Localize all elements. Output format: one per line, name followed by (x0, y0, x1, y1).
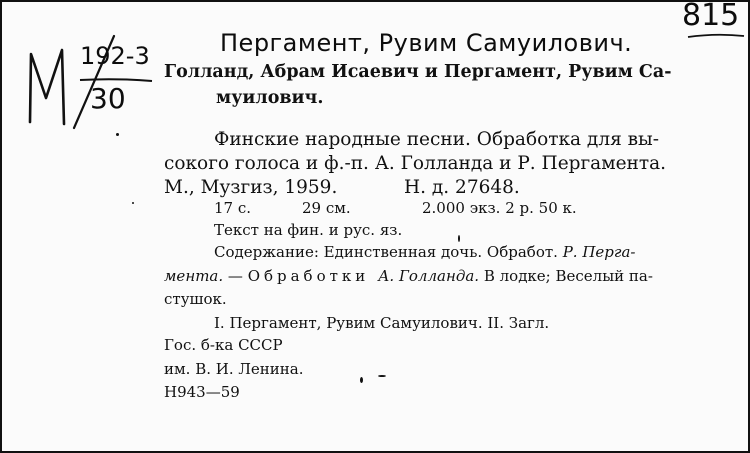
contents-arranger-1b: мента. (164, 267, 224, 285)
title-line-2: сокого голоса и ф.-п. А. Голланда и Р. Пергамента. (164, 153, 667, 174)
card-number: 815 (682, 0, 740, 33)
imprint-plate-number: Н. д. 27648. (404, 177, 520, 198)
title-line-1: Финские народные песни. Обработка для вы- (214, 129, 660, 150)
speck-mark (360, 377, 363, 383)
library-line-1: Гос. б-ка СССР (164, 336, 283, 354)
handwritten-heading: Пергамент, Рувим Самуилович. (220, 29, 633, 57)
heading-authors-line-1: Голланд, Абрам Исаевич и Пергамент, Рувим Са- (164, 62, 672, 82)
contents-line-3: стушок. (164, 290, 227, 308)
shelf-mark-upper: 192-3 (80, 42, 150, 70)
contents-dash: — (223, 267, 248, 285)
shelf-mark-lower: 30 (90, 82, 126, 115)
collation-size: 29 см. (302, 199, 351, 217)
speck-mark (378, 375, 386, 377)
contents-items-2a: В лодке; Веселый па- (479, 267, 653, 285)
library-line-2: им. В. И. Ленина. (164, 360, 304, 378)
tracings: I. Пергамент, Рувим Самуилович. II. Загл. (214, 314, 550, 332)
card-number-underline (686, 32, 746, 40)
heading-authors-line-2: муилович. (216, 88, 324, 108)
speck-mark (116, 133, 119, 136)
contents-line-1 (214, 243, 635, 261)
contents-item-1: Единственная дочь. Обработ. (323, 243, 563, 261)
imprint-publisher: М., Музгиз, 1959. (164, 177, 338, 198)
contents-label: Содержание: (214, 243, 324, 261)
contents-line-2 (164, 267, 653, 285)
speck-mark (132, 202, 134, 204)
speck-mark (458, 235, 460, 242)
contents-arranger-1a: Р. Перга- (562, 243, 636, 261)
contents-arr-label: Обработки (247, 267, 379, 285)
imprint-line (164, 177, 520, 198)
collation-pages: 17 с. (214, 199, 252, 217)
language-note: Текст на фин. и рус. яз. (214, 221, 403, 239)
collation-print-run: 2.000 экз. 2 р. 50 к. (422, 199, 577, 217)
card-code: Н943—59 (164, 383, 240, 401)
contents-arranger-2: А. Голланда. (378, 267, 480, 285)
